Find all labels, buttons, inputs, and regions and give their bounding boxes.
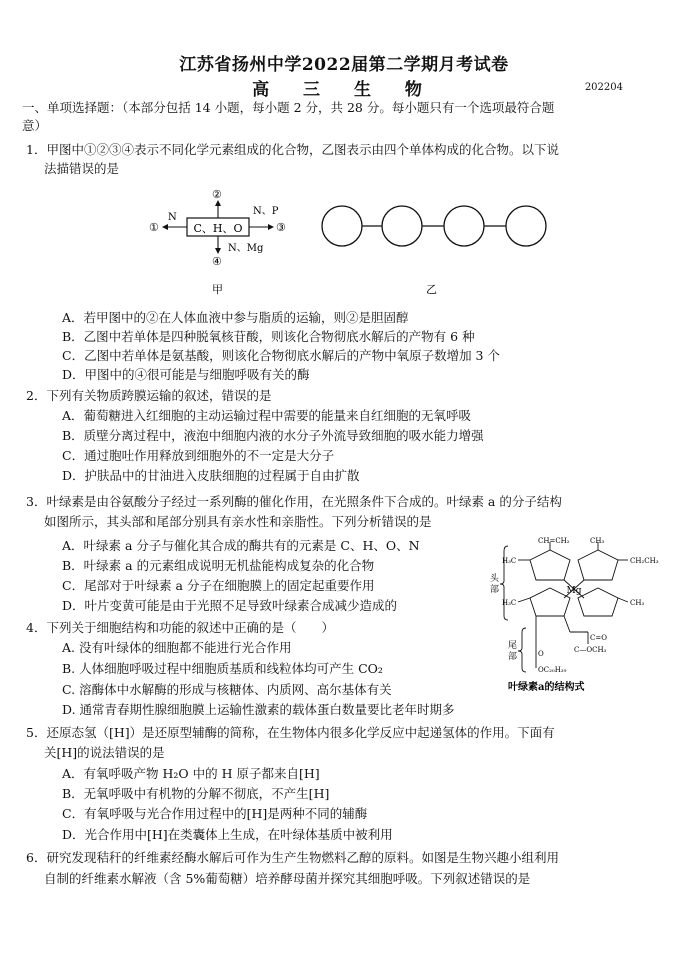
yi-label: 乙	[426, 283, 437, 296]
jia-n-left: N	[168, 212, 177, 223]
yi-monomer	[444, 206, 484, 246]
h3c-label: H₃C	[502, 599, 517, 607]
jia-np: N、P	[253, 206, 279, 217]
q1-figures	[140, 185, 600, 300]
q1-option-b: B．乙图中若单体是四种脱氧核苷酸，则该化合物彻底水解后的产物有 6 种	[62, 329, 475, 344]
jia-center-label: C、H、O	[193, 222, 243, 235]
q4-option-a: A. 没有叶绿体的细胞都不能进行光合作用	[62, 640, 292, 655]
q1-option-d: D．甲图中的④很可能是与细胞呼吸有关的酶	[62, 367, 310, 382]
q1-stem: 1．甲图中①②③④表示不同化学元素组成的化合物，乙图表示由四个单体构成的化合物。以下说	[26, 142, 559, 157]
q5-option-b: B．无氧呼吸中有机物的分解不彻底，不产生[H]	[62, 786, 330, 801]
q2-stem: 2．下列有关物质跨膜运输的叙述，错误的是	[26, 388, 272, 403]
q4-stem: 4．下列关于细胞结构和功能的叙述中正确的是（ ）	[26, 620, 334, 635]
q5-option-d: D．光合作用中[H]在类囊体上生成，在叶绿体基质中被利用	[62, 827, 393, 842]
q4-option-d: D. 通常青春期性腺细胞膜上运输性激素的载体蛋白数量要比老年时期多	[62, 702, 455, 717]
head-label-2: 部	[490, 585, 500, 595]
ring-a	[530, 550, 570, 580]
section-heading: 一、单项选择题：（本部分包括 14 小题，每小题 2 分，共 28 分。每小题只有一个选项最符合题	[22, 100, 555, 115]
ring-d	[530, 588, 570, 616]
tail-label: 尾	[508, 641, 518, 651]
q2-option-a: A．葡萄糖进入红细胞的主动运输过程中需要的能量来自红细胞的无氧呼吸	[62, 408, 472, 423]
q2-option-c: C．通过胞吐作用释放到细胞外的不一定是大分子	[62, 448, 335, 463]
jia-c4: ④	[212, 255, 222, 268]
q1-option-a: A．若甲图中的②在人体血液中参与脂质的运输，则②是胆固醇	[62, 310, 409, 325]
ring-c	[578, 588, 618, 616]
jia-c3: ③	[276, 221, 286, 234]
h3c-label: H₃C	[502, 557, 517, 565]
ester-label: C—OCH₃	[574, 646, 607, 654]
yi-monomer	[322, 206, 362, 246]
q3-option-b: B．叶绿素 a 的元素组成说明无机盐能构成复杂的化合物	[62, 558, 375, 573]
q3-option-a: A．叶绿素 a 分子与催化其合成的酶共有的元素是 C、H、O、N	[62, 538, 420, 553]
jia-c1: ①	[149, 221, 159, 234]
q3-option-c: C．尾部对于叶绿素 a 分子在细胞膜上的固定起重要作用	[62, 578, 375, 593]
q5-option-a: A．有氧呼吸产物 H₂O 中的 H 原子都来自[H]	[62, 766, 320, 781]
yi-monomer	[382, 206, 422, 246]
carbonyl-label: C=O	[590, 634, 607, 642]
q3-option-d: D．叶片变黄可能是由于光照不足导致叶绿素合成减少造成的	[62, 598, 398, 613]
jia-label: 甲	[212, 283, 223, 296]
q6-stem-cont: 自制的纤维素水解液（含 5%葡萄糖）培养酵母菌并探究其细胞呼吸。下列叙述错误的是	[44, 871, 531, 886]
q3-stem-cont: 如图所示，其头部和尾部分别具有亲水性和亲脂性。下列分析错误的是	[44, 514, 432, 529]
phytol-tail-label: OC₂₀H₃₉	[538, 666, 567, 674]
ethyl-label: CH₂CH₃	[630, 557, 659, 565]
methyl-label: CH₃	[630, 599, 645, 607]
q1-stem-cont: 法描错误的是	[44, 161, 120, 176]
jia-nmg: N、Mg	[228, 243, 264, 254]
q2-option-b: B．质壁分离过程中，液泡中细胞内液的水分子外流导致细胞的吸水能力增强	[62, 428, 484, 443]
section-heading-cont: 意）	[22, 118, 48, 133]
q5-stem: 5．还原态氢（[H]）是还原型辅酶的简称，在生物体内很多化学反应中起递氢体的作用。下面有	[26, 725, 555, 740]
q4-option-c: C. 溶酶体中水解酶的形成与核糖体、内质网、高尔基体有关	[62, 682, 392, 697]
vinyl-group-label: CH=CH₂	[538, 537, 570, 545]
q4-option-b: B. 人体细胞呼吸过程中细胞质基质和线粒体均可产生 CO₂	[62, 661, 383, 676]
exam-code: 202204	[584, 82, 623, 93]
q6-stem: 6．研究发现秸秆的纤维素经酶水解后可作为生产生物燃料乙醇的原料。如图是生物兴趣小组利用	[26, 850, 559, 865]
q1-option-c: C．乙图中若单体是氨基酸，则该化合物彻底水解后的产物中氧原子数增加 3 个	[62, 348, 500, 363]
q5-option-c: C．有氧呼吸与光合作用过程中的[H]是两种不同的辅酶	[62, 806, 368, 821]
q5-stem-cont: 关[H]的说法错误的是	[44, 745, 165, 760]
exam-title: 江苏省扬州中学2022届第二学期月考试卷	[179, 55, 509, 75]
tail-label-2: 部	[508, 652, 518, 662]
chlorophyll-structure-figure	[478, 536, 678, 696]
methyl-label: CH₃	[590, 537, 605, 545]
oxygen-label: O	[538, 650, 544, 658]
q3-stem: 3．叶绿素是由谷氨酸分子经过一系列酶的催化作用，在光照条件下合成的。叶绿素 a 的分子结构	[26, 494, 562, 509]
jia-c2: ②	[212, 188, 222, 201]
ring-b	[578, 550, 618, 580]
q2-option-d: D．护肤品中的甘油进入皮肤细胞的过程属于自由扩散	[62, 468, 360, 483]
head-label: 头	[490, 574, 500, 584]
mg-label: Mg	[566, 586, 582, 596]
figure-caption: 叶绿素a的结构式	[508, 682, 585, 693]
subject-title: 高 三 生 物	[252, 80, 436, 100]
yi-monomer	[506, 206, 546, 246]
